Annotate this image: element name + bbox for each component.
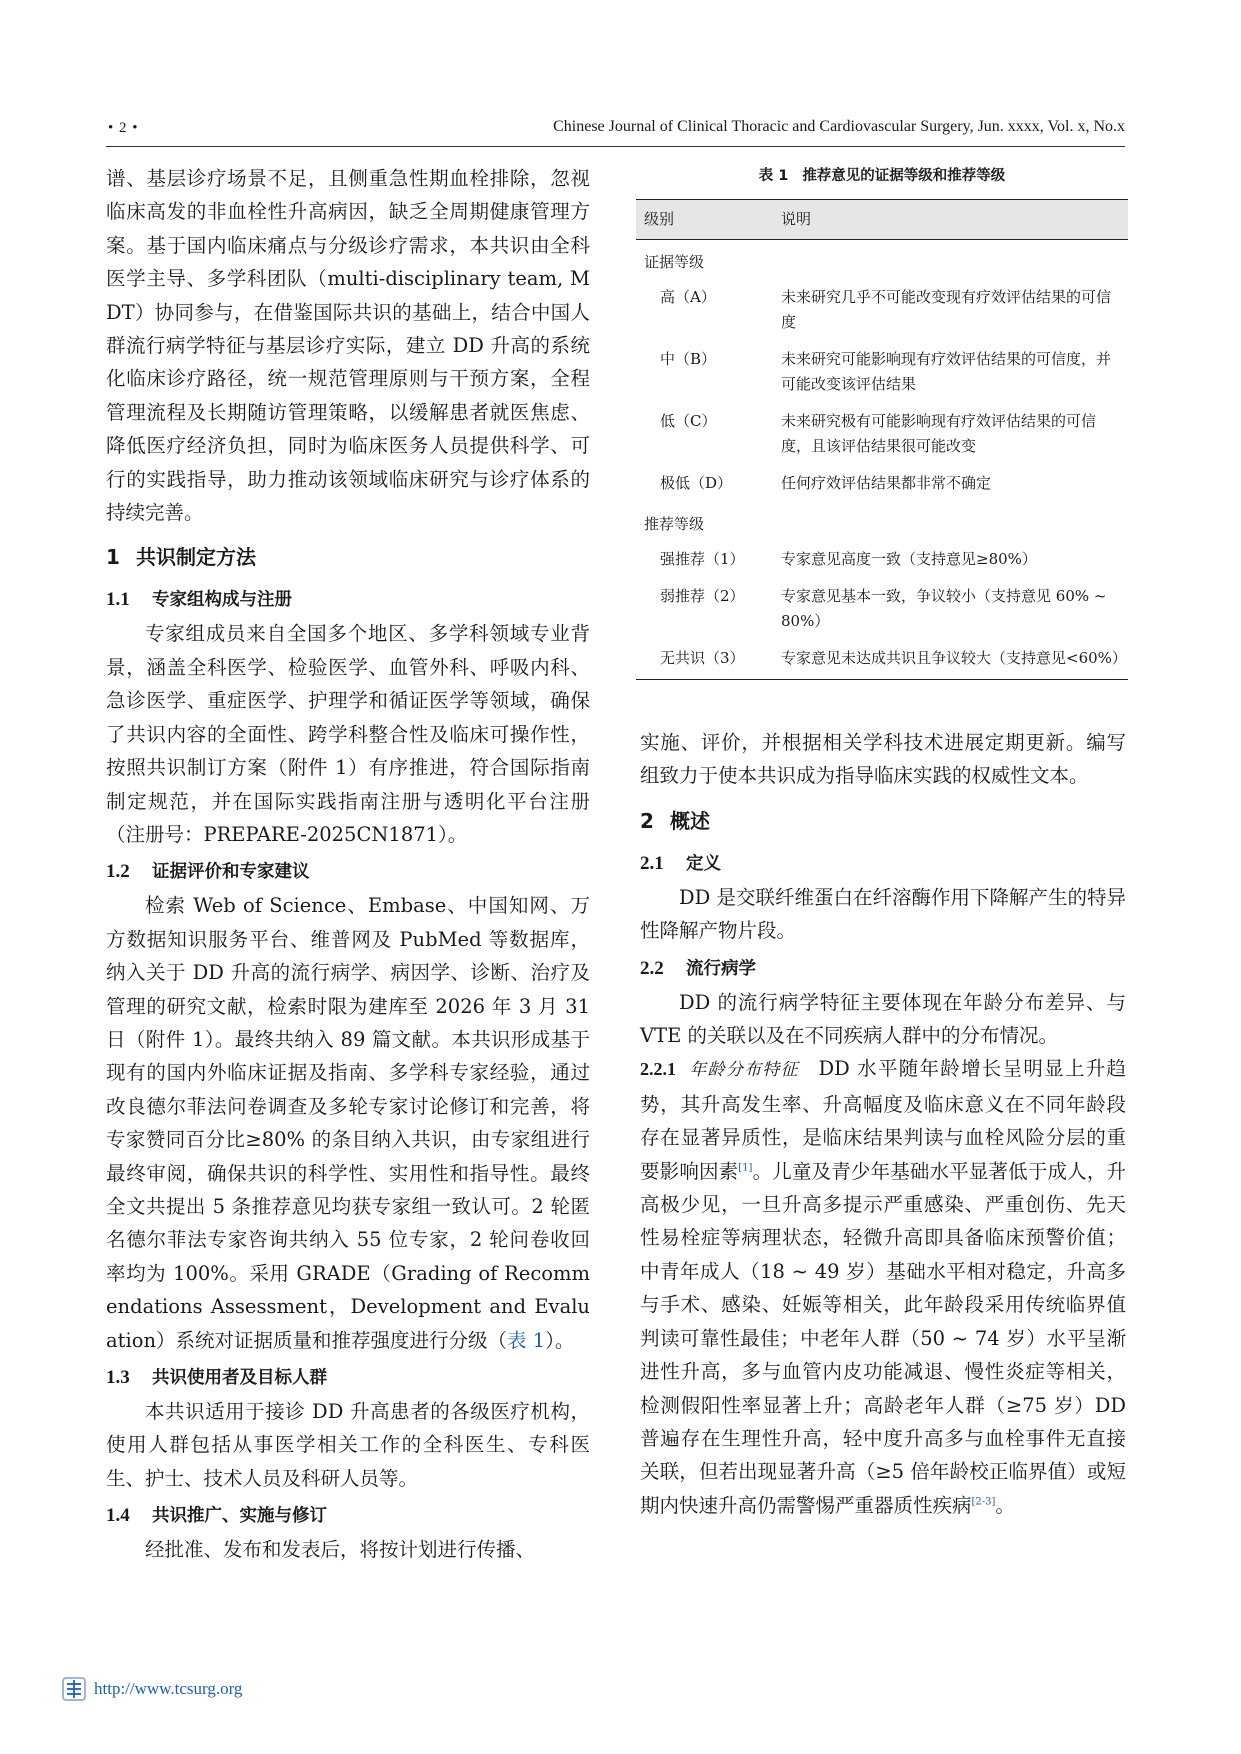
column-header-level: 级别 — [636, 200, 773, 240]
journal-running-header: Chinese Journal of Clinical Thoracic and Cardiovascular Surgery, Jun. xxxx, Vol. x, No.x — [553, 118, 1125, 135]
left-column — [106, 162, 590, 1567]
table-group-row: 推荐等级 — [644, 515, 705, 533]
right-column — [640, 726, 1126, 1522]
footer — [60, 1675, 242, 1703]
table-row: 极低（D） 任何疗效评估结果都非常不确定 — [660, 474, 992, 492]
section-1-1-heading: 1.1 专家组构成与注册 — [106, 589, 292, 611]
table-1-link[interactable]: 表 1 — [507, 1328, 546, 1352]
journal-logo-icon — [60, 1675, 88, 1703]
table-1 — [636, 165, 1128, 680]
intro-paragraph: 谱、基层诊疗场景不足，且侧重急性期血栓排除，忽视临床高发的非血栓性升高病因，缺乏全周期健康管理方案。基于国内临床痛点与分级诊疗需求，本共识由全科医学主导、多学科团队（multi-disciplinary team, MDT）协同参与，在借鉴国际共识的基础上，结合中国人群流行病学特征与基层诊疗实际，建立 DD 升高的系统化临床诊疗路径，统一规范管理原则与干预方案，全程管理流程及长期随访管理策略，以缓解患者就医焦虑、降低医疗经济负担，同时为临床医务人员提供科学、可行的实践指导，助力推动该领域临床研究与诊疗体系的持续完善。 — [106, 167, 590, 525]
section-2-2-1-title: 年龄分布特征 — [688, 1060, 799, 1081]
section-2-2-1-number: 2.2.1 — [640, 1059, 676, 1080]
section-1-2-paragraph: 检索 Web of Science、Embase、中国知网、万方数据知识服务平台、维普网及 PubMed 等数据库，纳入关于 DD 升高的流行病学、病因学、诊断、治疗及管理的研究文献，检索时限为建库至 2026 年 3 月 31 日（附件 1）。最终共纳入 89 篇文献。本共识形成基于现有的国内外临床证据及指南、多学科专家经验，通过改良德尔菲法问卷调查及多轮专家讨论修订和完善，将专家赞同百分比≥80% 的条目纳入共识，由专家组进行最终审阅，确保共识的科学性、实用性和指导性。最终全文共提出 5 条推荐意见均获专家组一致认可。2 轮匿名德尔菲法专家咨询共纳入 55 位专家，2 轮问卷收回率均为 100%。采用 GRADE（Grading of Recommendations Assessment，Development and Evaluation）系统对证据质量和推荐强度进行分级（表 1）。 — [106, 894, 590, 1352]
section-1-3-paragraph: 本共识适用于接诊 DD 升高患者的各级医疗机构，使用人群包括从事医学相关工作的全科医生、专科医生、护士、技术人员及科研人员等。 — [106, 1400, 590, 1490]
table-row: 无共识（3） 专家意见未达成共识且争议较大（支持意见<60%） — [636, 640, 1128, 680]
section-1-4-paragraph: 经批准、发布和发表后，将按计划进行传播、 — [145, 1538, 536, 1562]
section-2-2-paragraph: DD 的流行病学特征主要体现在年龄分布差异、与 VTE 的关联以及在不同疾病人群中的分布情况。 — [640, 990, 1126, 1048]
section-1-heading: 1 共识制定方法 — [106, 545, 256, 570]
citation-2-3[interactable]: [2-3] — [971, 1496, 996, 1508]
header-rule — [106, 146, 1125, 147]
table-row: 强推荐（1） 专家意见高度一致（支持意见≥80%） — [660, 550, 1037, 568]
table-row: 中（B） 未来研究可能影响现有疗效评估结果的可信度，并可能改变该评估结果 — [660, 350, 1112, 393]
section-1-1-paragraph: 专家组成员来自全国多个地区、多学科领域专业背景，涵盖全科医学、检验医学、血管外科、呼吸内科、急诊医学、重症医学、护理学和循证医学等领域，确保了共识内容的全面性、跨学科整合性及临床可操作性，按照共识制订方案（附件 1）有序推进，符合国际指南制定规范，并在国际实践指南注册与透明化平台注册（注册号：PREPARE-2025CN1871）。 — [106, 622, 590, 846]
page-number: • 2 • — [108, 120, 139, 136]
table-row: 弱推荐（2） 专家意见基本一致，争议较小（支持意见 60% ~ 80%） — [660, 587, 1107, 630]
section-2-2-1-paragraph: 2.2.1 年龄分布特征 DD 水平随年龄增长呈明显上升趋势，其升高发生率、升高幅度及临床意义在不同年龄段存在显著异质性，是临床结果判读与血栓风险分层的重要影响因素[1]。儿童及青少年基础水平显著低于成人，升高极少见，一旦升高多提示严重感染、严重创伤、先天性易栓症等病理状态，轻微升高即具备临床预警价值；中青年成人（18 ~ 49 岁）基础水平相对稳定，升高多与手术、感染、妊娠等相关，此年龄段采用传统临界值判读可靠性最佳；中老年人群（50 ~ 74 岁）水平呈渐进性升高，多与血管内皮功能减退、慢性炎症等相关，检测假阳性率显著上升；高龄老年人群（≥75 岁）DD 普遍存在生理性升高，轻中度升高多与血栓事件无直接关联，但若出现显著升高（≥5 倍年龄校正临界值）或短期内快速升高仍需警惕严重器质性疾病[2-3]。 — [640, 1057, 1127, 1517]
section-1-2-heading: 1.2 证据评价和专家建议 — [106, 861, 310, 883]
column-header-description: 说明 — [773, 200, 1128, 240]
table-row: 低（C） 未来研究极有可能影响现有疗效评估结果的可信度，且该评估结果很可能改变 — [660, 412, 1097, 455]
table-group-row: 证据等级 — [644, 253, 705, 271]
section-1-3-heading: 1.3 共识使用者及目标人群 — [106, 1367, 327, 1388]
evidence-grade-table — [636, 199, 1128, 680]
citation-1[interactable]: [1] — [738, 1162, 753, 1174]
table-header-row — [636, 200, 1128, 240]
section-2-1-paragraph: DD 是交联纤维蛋白在纤溶酶作用下降解产生的特异性降解产物片段。 — [640, 885, 1126, 943]
section-2-1-heading: 2.1 定义 — [640, 852, 721, 874]
continuation-paragraph: 实施、评价，并根据相关学科技术进展定期更新。编写组致力于使本共识成为指导临床实践的权威性文本。 — [640, 731, 1126, 788]
section-2-heading: 2 概述 — [640, 808, 710, 833]
section-1-4-heading: 1.4 共识推广、实施与修订 — [106, 1505, 327, 1527]
table-row: 高（A） 未来研究几乎不可能改变现有疗效评估结果的可信度 — [660, 288, 1112, 331]
table-caption: 表 1 推荐意见的证据等级和推荐等级 — [758, 168, 1006, 184]
journal-url-link[interactable]: http://www.tcsurg.org — [94, 1679, 243, 1698]
section-2-2-heading: 2.2 流行病学 — [640, 957, 756, 979]
